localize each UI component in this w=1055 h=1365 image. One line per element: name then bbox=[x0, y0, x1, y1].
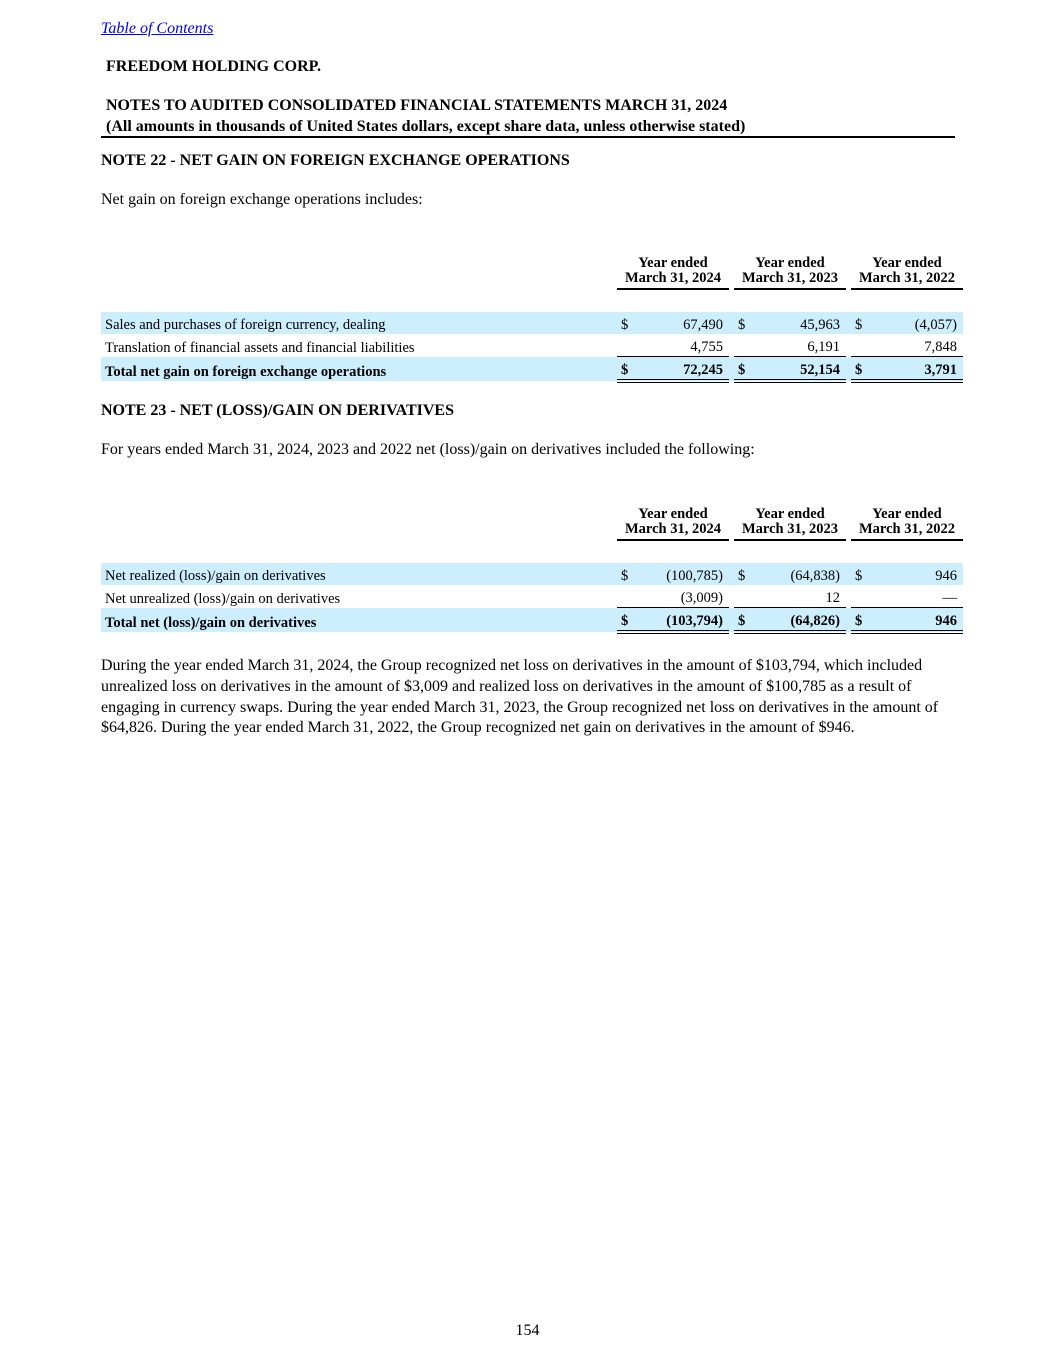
header-divider bbox=[101, 136, 955, 138]
note-22-heading: NOTE 22 - NET GAIN ON FOREIGN EXCHANGE OPERATIONS bbox=[101, 152, 570, 169]
derivatives-paragraph: During the year ended March 31, 2024, the Group recognized net loss on derivatives in the amount of $103,794, which included unrealized loss on derivatives in the amount of $3,009 and realized loss on derivatives in the amount of $100,785 as a result of engaging in currency swaps. During the year ended March 31, 2023, the Group recognized net loss on derivatives in the amount of $64,826. During the year ended March 31, 2022, the Group recognized net gain on derivatives in the amount of $946. bbox=[101, 657, 939, 737]
table-header-row bbox=[101, 256, 963, 289]
column-header-2022: Year ended March 31, 2022 bbox=[851, 507, 963, 540]
note-23-heading: NOTE 23 - NET (LOSS)/GAIN ON DERIVATIVES bbox=[101, 402, 454, 419]
column-header-2024: Year ended March 31, 2024 bbox=[617, 256, 729, 289]
note-22-intro: Net gain on foreign exchange operations includes: bbox=[101, 191, 423, 208]
notes-title: NOTES TO AUDITED CONSOLIDATED FINANCIAL STATEMENTS MARCH 31, 2024 bbox=[106, 97, 728, 114]
table-total-row: Total net gain on foreign exchange operations $ 72,245 $ 52,154 $ 3,791 bbox=[101, 357, 963, 382]
document-title bbox=[106, 95, 745, 137]
column-header-2024: Year ended March 31, 2024 bbox=[617, 507, 729, 540]
amounts-note: (All amounts in thousands of United States dollars, except share data, unless otherwise stated) bbox=[106, 118, 746, 135]
column-header-2022: Year ended March 31, 2022 bbox=[851, 256, 963, 289]
table-row: Translation of financial assets and financial liabilities 4,755 6,191 7,848 bbox=[105, 339, 957, 356]
page-number: 154 bbox=[515, 1322, 540, 1339]
column-header-2023: Year ended March 31, 2023 bbox=[734, 256, 846, 289]
table-row: Net realized (loss)/gain on derivatives $ (100,785) $ (64,838) $ 946 bbox=[101, 563, 963, 585]
table-row: Sales and purchases of foreign currency, dealing $ 67,490 $ 45,963 $ (4,057) bbox=[101, 312, 963, 334]
fx-gain-table bbox=[101, 256, 963, 383]
table-row: Net unrealized (loss)/gain on derivatives (3,009) 12 — bbox=[105, 590, 957, 607]
table-of-contents-link[interactable]: Table of Contents bbox=[101, 20, 214, 37]
company-name: FREEDOM HOLDING CORP. bbox=[106, 58, 321, 75]
column-header-2023: Year ended March 31, 2023 bbox=[734, 507, 846, 540]
derivatives-table bbox=[101, 507, 963, 634]
table-header-row bbox=[101, 507, 963, 540]
table-total-row: Total net (loss)/gain on derivatives $ (103,794) $ (64,826) $ 946 bbox=[101, 608, 963, 633]
note-23-intro: For years ended March 31, 2024, 2023 and 2022 net (loss)/gain on derivatives included the following: bbox=[101, 441, 755, 458]
